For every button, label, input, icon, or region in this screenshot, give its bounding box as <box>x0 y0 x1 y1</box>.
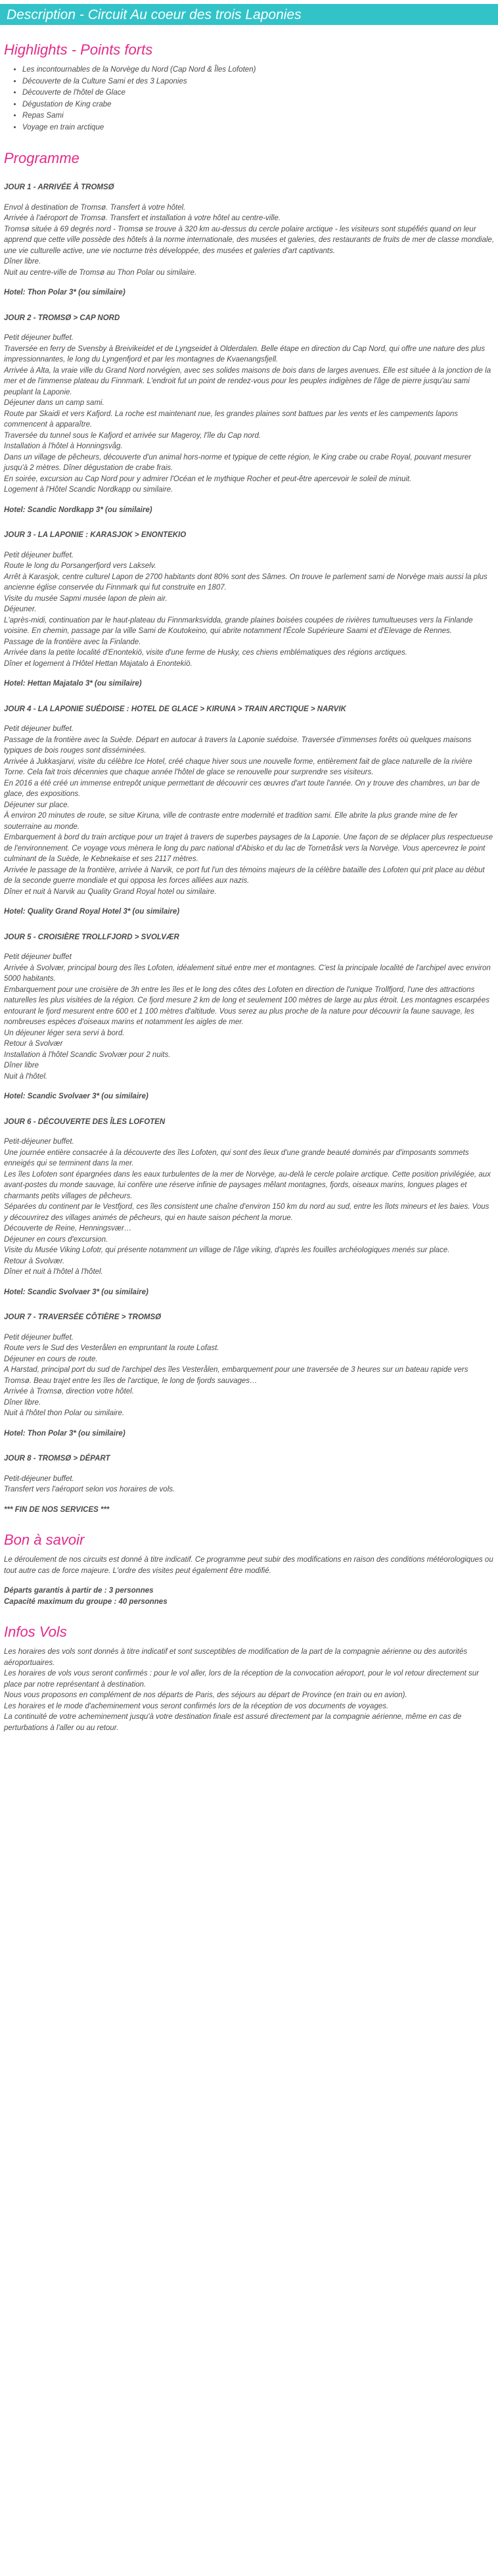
day-line: Déjeuner sur place. <box>4 801 70 809</box>
highlight-item: • Les incontournables de la Norvège du Nord (Cap Nord & Îles Lofoten) <box>22 64 494 76</box>
day-title: JOUR 8 - TROMSØ > DÉPART <box>4 1455 110 1463</box>
day-body <box>4 1136 494 1278</box>
day-line: Les îles Lofoten sont épargnées dans les eaux turbulentes de la mer de Norvège, au-delà le cercle polaire arctique. Cette position privilégiée, aux avant-postes du monde sauvage, lui confère une réserve infinie de paysages mêlant montagnes, fjords, oiseaux marins, longues plages et charmants petits villages de pêcheurs. <box>4 1170 491 1200</box>
day-hotel: Hotel: Scandic Nordkapp 3* (ou similaire) <box>4 505 152 514</box>
day-line: Nuit à l'hôtel. <box>4 1072 48 1081</box>
day-hotel: *** FIN DE NOS SERVICES *** <box>4 1505 110 1514</box>
day-section <box>4 1312 494 1439</box>
day-line: Arrêt à Karasjok, centre culturel Lapon de 2700 habitants dont 80% sont des Sâmes. On trouve le parlement sami de Norvège mais aussi la plus ancienne église conservée du Finnmark qui fut construite en 1807. <box>4 573 487 592</box>
day-line: Logement à l'Hôtel Scandic Nordkapp ou similaire. <box>4 486 173 494</box>
day-line: Retour à Svolvær. <box>4 1257 65 1265</box>
day-line: Retour à Svolvær <box>4 1040 63 1048</box>
day-line: Route le long du Porsangerfjord vers Lakselv. <box>4 562 156 570</box>
bon-a-savoir-title: Bon à savoir <box>4 1532 85 1548</box>
day-line: Petit déjeuner buffet <box>4 953 72 961</box>
bon-a-savoir-bold-line: Capacité maximum du groupe : 40 personnes <box>4 1597 168 1606</box>
day-section <box>4 704 494 918</box>
day-line: Nuit au centre-ville de Tromsø au Thon Polar ou similaire. <box>4 268 197 277</box>
day-section <box>4 313 494 516</box>
day-body <box>4 724 494 897</box>
day-hotel: Hotel: Hettan Majatalo 3* (ou similaire) <box>4 680 142 688</box>
day-line: Arrivée à Jukkasjarvi, visite du célèbre Ice Hotel, créé chaque hiver sous une nouvelle forme, entièrement fait de glace naturelle de la rivière Torne. Cela fait trois décennies que chaque année l'hôtel de glace se renouvelle pour surprendre ses visiteurs. <box>4 757 472 776</box>
day-title: JOUR 5 - CROISIÈRE TROLLFJORD > SVOLVÆR <box>4 933 179 941</box>
programme-title: Programme <box>4 150 79 166</box>
infos-vols-line: Les horaires des vols sont donnés à titre indicatif et sont susceptibles de modification de la part de la compagnie aérienne ou des autorités aéroportuaires. <box>4 1648 468 1667</box>
day-line: Traversée du tunnel sous le Kafjord et arrivée sur Mageroy, l'île du Cap nord. <box>4 431 261 440</box>
day-line: Petit déjeuner buffet. <box>4 334 74 342</box>
day-body <box>4 202 494 279</box>
day-line: Déjeuner en cours de route. <box>4 1355 98 1363</box>
infos-vols-line: Les horaires et le mode d'acheminement vous seront confirmés lors de la réception de vos documents de voyages. <box>4 1702 389 1710</box>
day-line: Embarquement à bord du train arctique pour un trajet à travers de superbes paysages de la Laponie. Une façon de se déplacer plus respectueuse de l'environnement. Ce voyage vous mènera le long du parc national d'Abisko et du lac de Tornetråsk vers la Norvège. Vous apercevrez le point culminant de la Suède, le Kebnekaise et ses 2117 mètres. <box>4 833 493 863</box>
day-line: Dîner libre. <box>4 1398 41 1407</box>
day-line: Installation à l'hôtel Scandic Svolvær pour 2 nuits. <box>4 1050 171 1059</box>
day-line: Une journée entière consacrée à la découverte des îles Lofoten, qui sont des lieux d'une grande beauté dominés par d'imposants sommets enneigés qui se terminent dans la mer. <box>4 1148 469 1167</box>
programme-days <box>4 182 494 1515</box>
day-line: Arrivée à Tromsø, direction votre hôtel. <box>4 1388 134 1395</box>
highlight-item: • Découverte de l'hôtel de Glace <box>22 87 494 99</box>
day-body <box>4 952 494 1082</box>
day-line: Arrivée à Alta, la vraie ville du Grand Nord norvégien, avec ses solides maisons de bois dans de larges avenues. Elle est située à la jonction de la mer et de l'immense plateau du Finnmark. L'endroit fut un point de rendez-vous pour les peuples indigènes de l'âge de pierre jusqu'au sami peuplant la Laponie. <box>4 366 491 396</box>
highlights-list <box>4 64 494 133</box>
day-line: Un déjeuner léger sera servi à bord. <box>4 1029 125 1037</box>
day-line: Transfert vers l'aéroport selon vos horaires de vols. <box>4 1486 175 1493</box>
day-line: Déjeuner en cours d'excursion. <box>4 1235 108 1244</box>
day-line: L'après-midi, continuation par le haut-plateau du Finnmarksvidda, grande plaines boisées coupées de rivières tumultueuses vers la Finlande voisine. En chemin, passage par la ville Sami de Koutokeino, qui abrite notamment l'École Supérieure Saami et d'Elevage de Rennes. <box>4 616 473 635</box>
day-line: Petit déjeuner buffet. <box>4 551 74 559</box>
day-line: Passage de la frontière avec la Finlande. <box>4 638 141 646</box>
day-hotel: Hotel: Thon Polar 3* (ou similaire) <box>4 1429 125 1438</box>
day-line: Arrivée à Svolvær, principal bourg des îles Lofoten, idéalement situé entre mer et montagnes. C'est la principale localité de l'archipel avec environ 5000 habitants. <box>4 964 491 983</box>
day-section <box>4 182 494 298</box>
day-line: Arrivée dans la petite localité d'Enontekiö, visite d'une ferme de Husky, ces chiens emblématiques des régions arctiques. <box>4 649 407 657</box>
day-body <box>4 1332 494 1419</box>
day-title: JOUR 2 - TROMSØ > CAP NORD <box>4 314 120 322</box>
day-line: Route par Skaidi et vers Kafjord. La roche est maintenant nue, les grandes plaines sont battues par les vents et les campements lapons commencent à apparaître. <box>4 410 459 429</box>
infos-vols-line: La continuité de votre acheminement jusqu'à votre destination finale est assuré directement par la compagnie aérienne, même en cas de perturbations à l'aller ou au retour. <box>4 1713 462 1732</box>
content <box>0 41 498 1733</box>
bon-a-savoir-line: Le déroulement de nos circuits est donné à titre indicatif. Ce programme peut subir des modifications en raison des conditions météorologiques ou tout autre cas de force majeure. L'ordre des visites peut également être modifié. <box>4 1556 493 1575</box>
day-section <box>4 932 494 1102</box>
day-line: Installation à l'hôtel à Honningsvåg. <box>4 442 123 450</box>
bon-a-savoir-bold-line: Départs garantis à partir de : 3 personnes <box>4 1587 154 1595</box>
day-body <box>4 550 494 670</box>
day-line: Dîner et nuit à Narvik au Quality Grand Royal hotel ou similaire. <box>4 887 217 896</box>
day-title: JOUR 3 - LA LAPONIE : KARASJOK > ENONTEKIO <box>4 531 187 539</box>
day-line: Dans un village de pêcheurs, découverte d'un animal hors-norme et typique de cette région, le King crabe ou crabe Royal, pouvant mesurer jusqu'à 2 mètres. Dîner dégustation de crabe frais. <box>4 453 472 472</box>
day-section <box>4 1453 494 1515</box>
description-banner: Description - Circuit Au coeur des trois Laponies <box>0 4 498 25</box>
day-body <box>4 1474 494 1495</box>
day-line: Déjeuner dans un camp sami. <box>4 399 104 407</box>
day-title: JOUR 4 - LA LAPONIE SUÉDOISE : HOTEL DE GLACE > KIRUNA > TRAIN ARCTIQUE > NARVIK <box>4 705 346 713</box>
day-line: Tromsø située à 69 degrés nord - Tromsø se trouve à 320 km au-dessus du cercle polaire arctique - les visiteurs sont stupéfiés quand on leur apprend que cette ville possède des hôtels à la norme internationale, des musées et galeries, des restaurants de fruits de mer de classe mondiale, une vie culturelle active, une vie nocturne très développée, des musées et galeries d'art captivants. <box>4 225 495 255</box>
day-line: Petit-déjeuner buffet. <box>4 1138 74 1146</box>
day-line: Dîner et logement à l'Hôtel Hettan Majatalo à Enontekiö. <box>4 659 192 668</box>
highlight-item: • Repas Sami <box>22 110 494 122</box>
day-title: JOUR 1 - ARRIVÉE À TROMSØ <box>4 183 114 191</box>
day-section <box>4 530 494 690</box>
day-hotel: Hotel: Scandic Svolvaer 3* (ou similaire) <box>4 1092 148 1100</box>
day-title: JOUR 6 - DÉCOUVERTE DES ÎLES LOFOTEN <box>4 1117 166 1126</box>
day-line: A Harstad, principal port du sud de l'archipel des îles Vesterålen, embarquement pour une traversée de 3 heures sur un bateau rapide vers Tromsø. Beau trajet entre les îles de l'arctique, le long de fjords sauvages… <box>4 1366 468 1385</box>
infos-vols-line: Les horaires de vols vous seront confirmés : pour le vol aller, lors de la réception de la convocation aéroport, pour le vol retour directement sur place par notre représentant à destination. <box>4 1670 479 1689</box>
day-line: Envol à destination de Tromsø. Transfert à votre hôtel. <box>4 203 186 212</box>
day-line: Dîner libre <box>4 1062 39 1069</box>
day-line: Visite du musée Sapmi musée lapon de plein air. <box>4 594 168 603</box>
day-line: Traversée en ferry de Svensby à Breivikeidet et de Lyngseidet à Olderdalen. Belle étape en direction du Cap Nord, qui offre une nature des plus impressionnantes, le long du Lyngenfjord et par les montagnes de Kvaenangsfjell. <box>4 344 486 363</box>
day-line: Petit-déjeuner buffet. <box>4 1474 74 1483</box>
day-line: Embarquement pour une croisière de 3h entre les îles et le long des côtes des Lofoten en direction de l'unique Trollfjord, l'une des attractions naturelles les plus visitées de la région. Ce fjord mesure 2 km de long et seulement 100 mètres de large au plus étroit. Les montagnes escarpées entourant le fjord mesurent entre 600 et 1 100 mètres d'altitude. Vous serez au plus proche de la nature pour découvrir la faune sauvage, les nombreuses espèces d'oiseaux marins et notamment les aigles de mer. <box>4 985 489 1026</box>
bon-a-savoir-capacity <box>4 1585 494 1607</box>
day-line: Visite du Musée Viking Lofotr, qui présente notamment un village de l'âge viking, d'après les fouilles archéologiques menés sur place. <box>4 1246 450 1254</box>
infos-vols-line: Nous vous proposons en complément de nos départs de Paris, des séjours au départ de Province (en train ou en avion). <box>4 1691 407 1699</box>
day-line: Découverte de Reine, Henningsvær… <box>4 1225 132 1232</box>
day-line: Arrivée le passage de la frontière, arrivée à Narvik, ce port fut l'un des témoins majeurs de la célèbre bataille des Lofoten qui prit place au début de la seconde guerre mondiale et qui opposa les forces alliées aux nazis. <box>4 866 485 885</box>
day-hotel: Hotel: Scandic Svolvaer 3* (ou similaire) <box>4 1288 148 1296</box>
day-body <box>4 333 494 496</box>
day-line: Petit déjeuner buffet. <box>4 725 74 733</box>
highlight-item: • Dégustation de King crabe <box>22 99 494 111</box>
highlights-title: Highlights - Points forts <box>4 41 153 58</box>
day-line: À environ 20 minutes de route, se situe Kiruna, ville de contraste entre modernité et tradition sami. Elle abrite la plus grande mine de fer souterraine au monde. <box>4 812 458 831</box>
infos-vols-text <box>4 1647 494 1733</box>
highlight-item: • Découverte de la Culture Sami et des 3 Laponies <box>22 76 494 88</box>
day-line: Petit déjeuner buffet. <box>4 1333 74 1342</box>
infos-vols-title: Infos Vols <box>4 1624 67 1640</box>
highlight-item: • Voyage en train arctique <box>22 122 494 134</box>
day-line: Nuit à l'hôtel thon Polar ou similaire. <box>4 1409 125 1417</box>
day-section <box>4 1117 494 1298</box>
day-hotel: Hotel: Thon Polar 3* (ou similaire) <box>4 289 125 296</box>
day-line: Dîner et nuit à l'hôtel à l'hôtel. <box>4 1268 103 1276</box>
day-line: Passage de la frontière avec la Suède. Départ en autocar à travers la Laponie suédoise. Traversée d'immenses forêts où quelques maisons typiques de bois rouges sont disséminées. <box>4 736 472 755</box>
day-line: Arrivée à l'aéroport de Tromsø. Transfert et installation à votre hôtel au centre-ville. <box>4 214 281 222</box>
day-line: Séparées du continent par le Vestfjord, ces îles consistent une chaîne d'environ 150 km du nord au sud, entre les îlots mineurs et les baies. Vous y découvrirez des villages animés de pêcheurs, qui en haute saison péchent la morue. <box>4 1203 489 1222</box>
day-title: JOUR 7 - TRAVERSÉE CÔTIÈRE > TROMSØ <box>4 1313 162 1321</box>
day-line: Dîner libre. <box>4 258 41 266</box>
day-line: Route vers le Sud des Vesterålen en empruntant la route Lofast. <box>4 1344 219 1352</box>
day-hotel: Hotel: Quality Grand Royal Hotel 3* (ou similaire) <box>4 908 180 916</box>
day-line: En soirée, excursion au Cap Nord pour y admirer l'Océan et le mythique Rocher et peut-être apercevoir le soleil de minuit. <box>4 475 412 483</box>
bon-a-savoir-text <box>4 1555 494 1576</box>
day-line: Déjeuner. <box>4 605 37 613</box>
day-line: En 2016 a été créé un immense entrepôt unique permettant de découvrir ces œuvres d'art toute l'année. On y trouve des chambres, un bar de glace, des expositions. <box>4 779 480 798</box>
